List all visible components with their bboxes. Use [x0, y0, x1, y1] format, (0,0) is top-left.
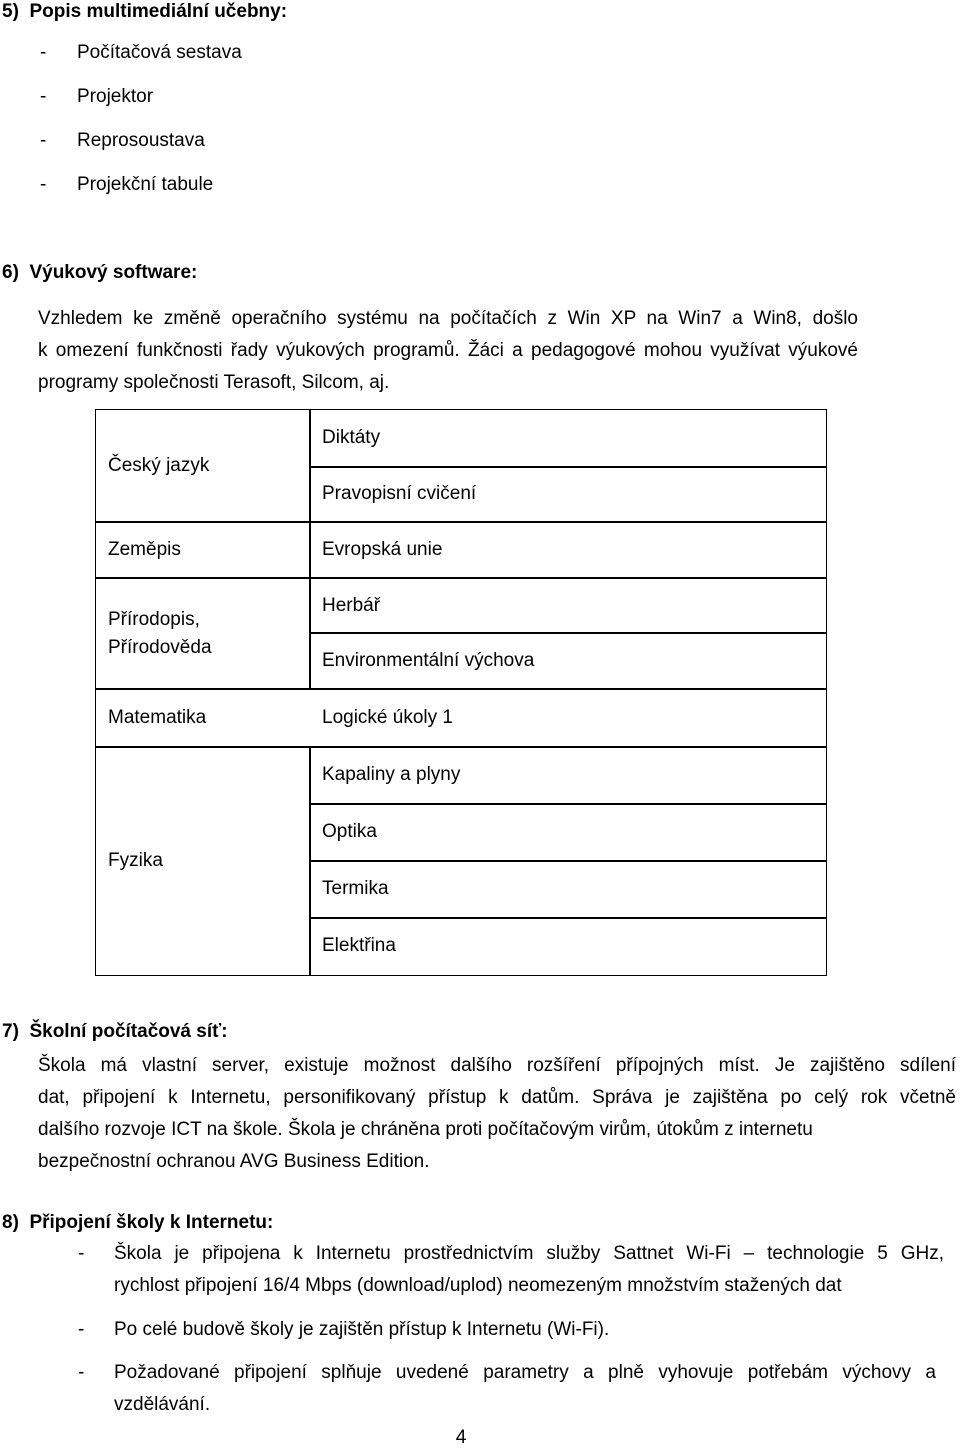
- page-number: 4: [455, 1427, 467, 1448]
- list-bullet: -: [40, 130, 47, 151]
- list-item-line: Požadované připojení splňuje uvedené parametry a plně vyhovuje potřebám výchovy a: [114, 1362, 936, 1383]
- row-divider: [309, 803, 826, 805]
- column-divider: [309, 410, 311, 688]
- subject-cell: Přírodopis,: [108, 609, 200, 630]
- program-cell: Kapaliny a plyny: [322, 764, 461, 785]
- list-item-text: [114, 1238, 944, 1302]
- row-divider: [309, 466, 826, 468]
- section-6-paragraph: [38, 303, 858, 399]
- subject-cell: Přírodověda: [108, 637, 212, 658]
- paragraph-line: dalšího rozvoje ICT na škole. Škola je chráněna proti počítačovým virům, útokům z internetu: [38, 1119, 813, 1140]
- row-divider: [309, 632, 826, 634]
- list-bullet: -: [40, 86, 47, 107]
- row-divider: [309, 917, 826, 919]
- section-6-heading: 6) Výukový software:: [2, 262, 198, 283]
- list-bullet: -: [40, 42, 47, 63]
- software-table: [95, 409, 827, 976]
- paragraph-line: dat, připojení k Internetu, personifikovaný přístup k datům. Správa je zajištěna po celý rok včetně: [38, 1087, 956, 1108]
- paragraph-line: Vzhledem ke změně operačního systému na počítačích z Win XP na Win7 a Win8, došlo: [38, 308, 858, 329]
- list-item-text: [114, 1314, 944, 1346]
- program-cell: Optika: [322, 821, 377, 842]
- program-cell: Environmentální výchova: [322, 650, 535, 671]
- list-item-text: Projekční tabule: [77, 174, 214, 195]
- paragraph-line: programy společnosti Terasoft, Silcom, aj.: [38, 372, 390, 393]
- list-item-line: vzdělávání.: [114, 1394, 211, 1415]
- section-7-heading: 7) Školní počítačová síť:: [2, 1021, 228, 1042]
- list-item-text: [114, 1357, 936, 1421]
- program-cell: Pravopisní cvičení: [322, 483, 477, 504]
- program-cell: Elektřina: [322, 935, 396, 956]
- list-item-text: Reprosoustava: [77, 130, 205, 151]
- list-bullet: -: [78, 1319, 85, 1340]
- list-item-text: Počítačová sestava: [77, 42, 242, 63]
- list-bullet: -: [40, 174, 47, 195]
- row-divider: [96, 688, 826, 690]
- section-8-heading: 8) Připojení školy k Internetu:: [2, 1212, 274, 1233]
- row-divider: [309, 860, 826, 862]
- section-7-paragraph: [38, 1050, 956, 1178]
- list-item-line: rychlost připojení 16/4 Mbps (download/uplod) neomezeným množstvím stažených dat: [114, 1275, 842, 1296]
- list-item-text: Projektor: [77, 86, 154, 107]
- row-divider: [96, 521, 826, 523]
- subject-cell: Fyzika: [108, 850, 163, 871]
- list-bullet: -: [78, 1362, 85, 1383]
- list-item-line: Po celé budově školy je zajištěn přístup k Internetu (Wi-Fi).: [114, 1319, 610, 1340]
- subject-cell: Český jazyk: [108, 455, 210, 476]
- list-bullet: -: [78, 1243, 85, 1264]
- program-cell: Termika: [322, 878, 389, 899]
- program-cell: Logické úkoly 1: [322, 707, 453, 728]
- section-5-heading: 5) Popis multimediální učebny:: [2, 1, 288, 22]
- row-divider: [96, 577, 826, 579]
- subject-cell: Matematika: [108, 707, 207, 728]
- program-cell: Herbář: [322, 595, 381, 616]
- paragraph-line: bezpečnostní ochranou AVG Business Edition.: [38, 1151, 430, 1172]
- subject-cell: Zeměpis: [108, 539, 181, 560]
- row-divider: [96, 746, 826, 748]
- list-item-line: Škola je připojena k Internetu prostřednictvím služby Sattnet Wi-Fi – technologie 5 GHz,: [114, 1243, 944, 1264]
- paragraph-line: k omezení funkčnosti řady výukových programů. Žáci a pedagogové mohou využívat výukové: [38, 340, 858, 361]
- paragraph-line: Škola má vlastní server, existuje možnost dalšího rozšíření přípojných míst. Je zajištěno sdílení: [38, 1055, 956, 1076]
- program-cell: Evropská unie: [322, 539, 443, 560]
- program-cell: Diktáty: [322, 427, 381, 448]
